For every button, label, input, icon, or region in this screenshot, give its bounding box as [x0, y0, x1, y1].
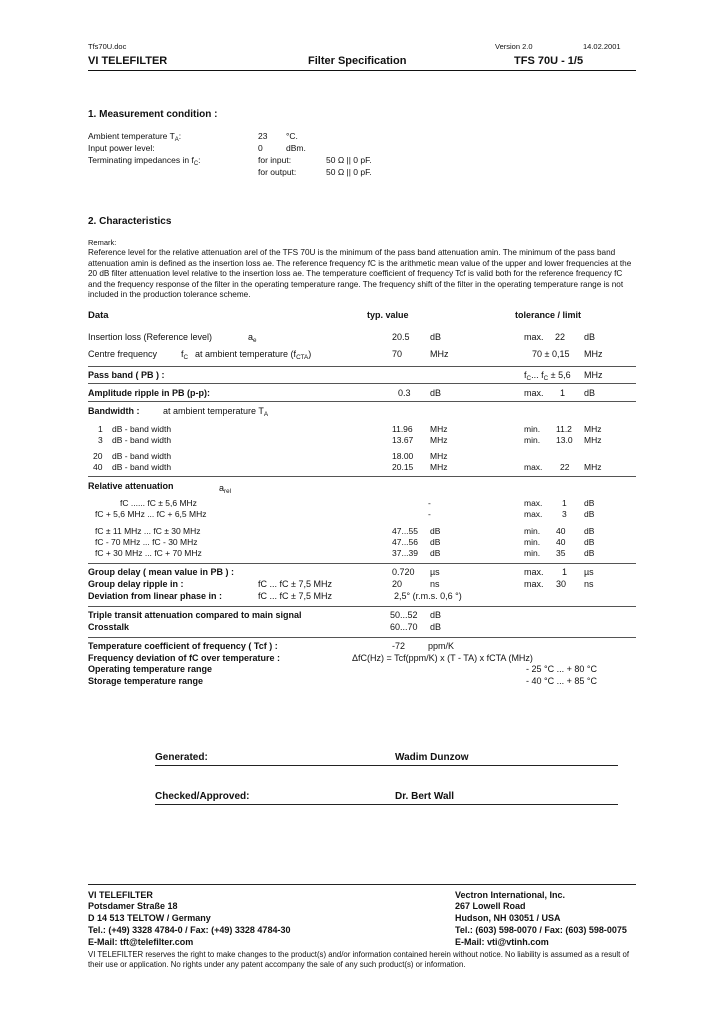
rel-att-limit-3: 40	[556, 526, 566, 536]
rel-att-limit-unit-1: dB	[584, 498, 595, 508]
header-rule	[88, 70, 636, 71]
section-rule	[88, 563, 636, 564]
rel-att-limit-kind-2: max.	[524, 509, 543, 519]
freq-deviation-label: Frequency deviation of fC over temperature :	[88, 653, 281, 663]
bw-1-limit: 11.2	[556, 424, 572, 434]
footer-left-email[interactable]: E-Mail: tft@telefilter.com	[88, 937, 194, 947]
pass-band-limit-unit: MHz	[584, 370, 603, 380]
rel-att-range-4: fC - 70 MHz ... fC - 30 MHz	[95, 537, 198, 547]
section-rule	[88, 366, 636, 367]
group-delay-ripple-range: fC ... fC ± 7,5 MHz	[258, 579, 332, 589]
bw-3-limit-unit: MHz	[584, 435, 602, 445]
bw-3-desc: dB - band width	[112, 435, 172, 445]
remark-text: Reference level for the relative attenuation arel of the TFS 70U is the minimum of the pass band attenuation amin. The minimum of the pass band attenuation amin is defined as the insertion loss ae. The reference frequency fC is the arithmetic mean value of the upper and lower frequencies at the 20 dB filter attenuation level relative to the insertion loss ae. The temperature coefficient of frequency Tcf is valid both for the reference frequency fC and the frequency response of the filter in the operating temperature range. The frequency shift of the filter in the operating temperature range is not included in the production tolerance scheme.	[88, 248, 632, 300]
bw-40-unit: MHz	[430, 462, 448, 472]
footer-left-name: VI TELEFILTER	[88, 890, 153, 900]
rel-att-limit-unit-4: dB	[584, 537, 595, 547]
rel-att-typ-2: -	[428, 509, 431, 519]
rel-att-limit-unit-3: dB	[584, 526, 595, 536]
bw-3-unit: MHz	[430, 435, 448, 445]
bw-20-desc: dB - band width	[112, 451, 172, 461]
footer-right-name: Vectron International, Inc.	[455, 890, 566, 900]
pass-band-limit: $f_C$... $f_C \pm 5,6$	[524, 370, 571, 382]
crosstalk-typ: 60...70	[390, 622, 418, 632]
ripple-limit-unit: dB	[584, 388, 596, 398]
triple-transit-typ: 50...52	[390, 610, 418, 620]
deviation-typ: 2,5° (r.m.s. 0,6 °)	[394, 591, 462, 601]
operating-temp-label: Operating temperature range	[88, 664, 213, 674]
rel-att-unit-5: dB	[430, 548, 441, 558]
triple-transit-unit: dB	[430, 610, 442, 620]
centre-frequency-limit: 70 ± 0,15	[532, 349, 570, 359]
insertion-loss-limit-unit: dB	[584, 332, 596, 342]
section-rule	[88, 401, 636, 402]
rel-att-limit-kind-1: max.	[524, 498, 543, 508]
rel-att-range-2: fC + 5,6 MHz ... fC + 6,5 MHz	[95, 509, 207, 519]
rel-att-unit-4: dB	[430, 537, 441, 547]
rel-att-typ-3: 47...55	[392, 526, 418, 536]
rel-att-limit-2: 3	[562, 509, 567, 519]
rel-att-range-3: fC ± 11 MHz ... fC ± 30 MHz	[95, 526, 201, 536]
impedance-output-label: for output:	[258, 167, 297, 177]
checked-signature-line	[155, 804, 618, 805]
bw-40-n: 40	[93, 462, 103, 472]
ripple-limit-kind: max.	[524, 388, 544, 398]
ripple-limit: 1	[560, 388, 566, 398]
section-rule	[88, 606, 636, 607]
section-rule	[88, 476, 636, 477]
footer-left-city: D 14 513 TELTOW / Germany	[88, 913, 211, 923]
footer-left-street: Potsdamer Straße 18	[88, 901, 178, 911]
bw-40-limit: 22	[560, 462, 570, 472]
operating-temp-range: - 25 °C ... + 80 °C	[526, 664, 597, 674]
generated-name: Wadim Dunzow	[395, 752, 469, 763]
col-typ: typ. value	[367, 310, 409, 320]
triple-transit-label: Triple transit attenuation compared to main signal	[88, 610, 302, 620]
footer-right-city: Hudson, NH 03051 / USA	[455, 913, 561, 923]
bw-40-limit-unit: MHz	[584, 462, 602, 472]
input-power-unit: dBm.	[286, 143, 306, 153]
impedance-output-value: 50 Ω || 0 pF.	[326, 167, 372, 177]
ambient-label: Ambient temperature $T_A$:	[88, 131, 182, 143]
ripple-label: Amplitude ripple in PB (p-p):	[88, 388, 210, 398]
storage-temp-range: - 40 °C ... + 85 °C	[526, 676, 597, 686]
centre-frequency-limit-unit: MHz	[584, 349, 603, 359]
tcf-unit: ppm/K	[428, 641, 455, 651]
group-delay-limit-unit: µs	[584, 567, 594, 577]
part-number: TFS 70U - 1/5	[514, 55, 584, 67]
rel-att-label: Relative attenuation	[88, 481, 174, 491]
footer-disclaimer: VI TELEFILTER reserves the right to make changes to the product(s) and/or information contained herein without notice. No liability is assumed as a result of their use or application. No rights under any patent accompany the sale of any such product(s) or information.	[88, 950, 629, 969]
rel-att-symbol: $a_{rel}$	[219, 483, 232, 495]
footer-right-email[interactable]: E-Mail: vti@vtinh.com	[455, 937, 549, 947]
insertion-loss-symbol: $a_e$	[248, 332, 257, 344]
deviation-range: fC ... fC ± 7,5 MHz	[258, 591, 332, 601]
bw-20-typ: 18.00	[392, 451, 414, 461]
centre-frequency-symbol: $f_C$	[181, 349, 189, 361]
crosstalk-label: Crosstalk	[88, 622, 130, 632]
bw-40-typ: 20.15	[392, 462, 414, 472]
centre-frequency-label: Centre frequency	[88, 349, 158, 359]
rel-att-limit-kind-5: min.	[524, 548, 541, 558]
bw-20-n: 20	[93, 451, 103, 461]
centre-frequency-typ: 70	[392, 349, 403, 359]
remark-label: Remark:	[88, 238, 117, 247]
freq-deviation-formula: ΔfC(Hz) = Tcf(ppm/K) x (T - TA) x fCTA (MHz)	[352, 653, 533, 663]
group-delay-ripple-unit: ns	[430, 579, 440, 589]
insertion-loss-limit: 22	[555, 332, 566, 342]
section-rule	[88, 637, 636, 638]
group-delay-label: Group delay ( mean value in PB ) :	[88, 567, 235, 577]
crosstalk-unit: dB	[430, 622, 442, 632]
rel-att-range-5: fC + 30 MHz ... fC + 70 MHz	[95, 548, 202, 558]
ripple-typ: 0.3	[398, 388, 411, 398]
impedance-input-label: for input:	[258, 155, 292, 165]
checked-name: Dr. Bert Wall	[395, 791, 455, 802]
bw-20-unit: MHz	[430, 451, 448, 461]
rel-att-typ-5: 37...39	[392, 548, 418, 558]
footer-right-street: 267 Lowell Road	[455, 901, 526, 911]
ripple-unit: dB	[430, 388, 442, 398]
ambient-unit: °C.	[286, 131, 298, 141]
bw-3-n: 3	[98, 435, 103, 445]
bw-40-limit-kind: max.	[524, 462, 543, 472]
rel-att-limit-unit-5: dB	[584, 548, 595, 558]
insertion-loss-limit-kind: max.	[524, 332, 544, 342]
group-delay-limit-kind: max.	[524, 567, 544, 577]
doc-title: Filter Specification	[308, 55, 407, 67]
bw-3-typ: 13.67	[392, 435, 414, 445]
rel-att-unit-3: dB	[430, 526, 441, 536]
insertion-loss-label: Insertion loss (Reference level)	[88, 332, 213, 342]
bw-3-limit-kind: min.	[524, 435, 541, 445]
generated-label: Generated:	[155, 752, 208, 763]
bw-1-limit-unit: MHz	[584, 424, 602, 434]
col-data: Data	[88, 310, 109, 321]
centre-frequency-desc: at ambient temperature $(f_{CTA})$	[195, 349, 312, 361]
tcf-typ: -72	[392, 641, 406, 651]
col-tolerance: tolerance / limit	[515, 310, 582, 320]
rel-att-limit-5: 35	[556, 548, 566, 558]
deviation-label: Deviation from linear phase in :	[88, 591, 223, 601]
rel-att-limit-kind-3: min.	[524, 526, 541, 536]
section-rule	[88, 383, 636, 384]
bw-1-limit-kind: min.	[524, 424, 541, 434]
company-name: VI TELEFILTER	[88, 55, 168, 67]
footer-right-phone: Tel.: (603) 598-0070 / Fax: (603) 598-0075	[455, 925, 627, 935]
bandwidth-desc: at ambient temperature $T_A$	[163, 406, 269, 418]
storage-temp-label: Storage temperature range	[88, 676, 204, 686]
version: Version 2.0	[495, 42, 533, 51]
input-power-value: 0	[258, 143, 263, 153]
bw-1-unit: MHz	[430, 424, 448, 434]
impedance-input-value: 50 Ω || 0 pF.	[326, 155, 372, 165]
rel-att-range-1: fC ...... fC ± 5,6 MHz	[120, 498, 197, 508]
bw-40-desc: dB - band width	[112, 462, 172, 472]
measurement-heading: 1. Measurement condition :	[88, 109, 218, 120]
file-name: Tfs70U.doc	[88, 42, 127, 51]
rel-att-limit-1: 1	[562, 498, 567, 508]
group-delay-limit: 1	[562, 567, 568, 577]
characteristics-heading: 2. Characteristics	[88, 216, 172, 227]
input-power-label: Input power level:	[88, 143, 155, 153]
group-delay-ripple-limit-kind: max.	[524, 579, 544, 589]
insertion-loss-unit: dB	[430, 332, 442, 342]
group-delay-unit: µs	[430, 567, 440, 577]
impedance-label: Terminating impedances in $f_C$:	[88, 155, 201, 167]
pass-band-label: Pass band ( PB ) :	[88, 370, 165, 380]
group-delay-ripple-label: Group delay ripple in :	[88, 579, 184, 589]
doc-date: 14.02.2001	[583, 42, 621, 51]
group-delay-ripple-typ: 20	[392, 579, 403, 589]
rel-att-limit-4: 40	[556, 537, 566, 547]
rel-att-typ-4: 47...56	[392, 537, 418, 547]
rel-att-limit-kind-4: min.	[524, 537, 541, 547]
generated-signature-line	[155, 765, 618, 766]
bandwidth-label: Bandwidth :	[88, 406, 140, 416]
checked-label: Checked/Approved:	[155, 791, 250, 802]
rel-att-limit-unit-2: dB	[584, 509, 595, 519]
centre-frequency-unit: MHz	[430, 349, 449, 359]
insertion-loss-typ: 20.5	[392, 332, 410, 342]
footer-left-phone: Tel.: (+49) 3328 4784-0 / Fax: (+49) 3328 4784-30	[88, 925, 291, 935]
ambient-value: 23	[258, 131, 268, 141]
group-delay-ripple-limit: 30	[556, 579, 567, 589]
group-delay-typ: 0.720	[392, 567, 415, 577]
tcf-label: Temperature coefficient of frequency ( Tcf ) :	[88, 641, 278, 651]
bw-1-desc: dB - band width	[112, 424, 172, 434]
group-delay-ripple-limit-unit: ns	[584, 579, 594, 589]
bw-1-typ: 11.96	[392, 424, 413, 434]
rel-att-typ-1: -	[428, 498, 431, 508]
footer-rule	[88, 884, 636, 885]
bw-1-n: 1	[98, 424, 103, 434]
bw-3-limit: 13.0	[556, 435, 573, 445]
